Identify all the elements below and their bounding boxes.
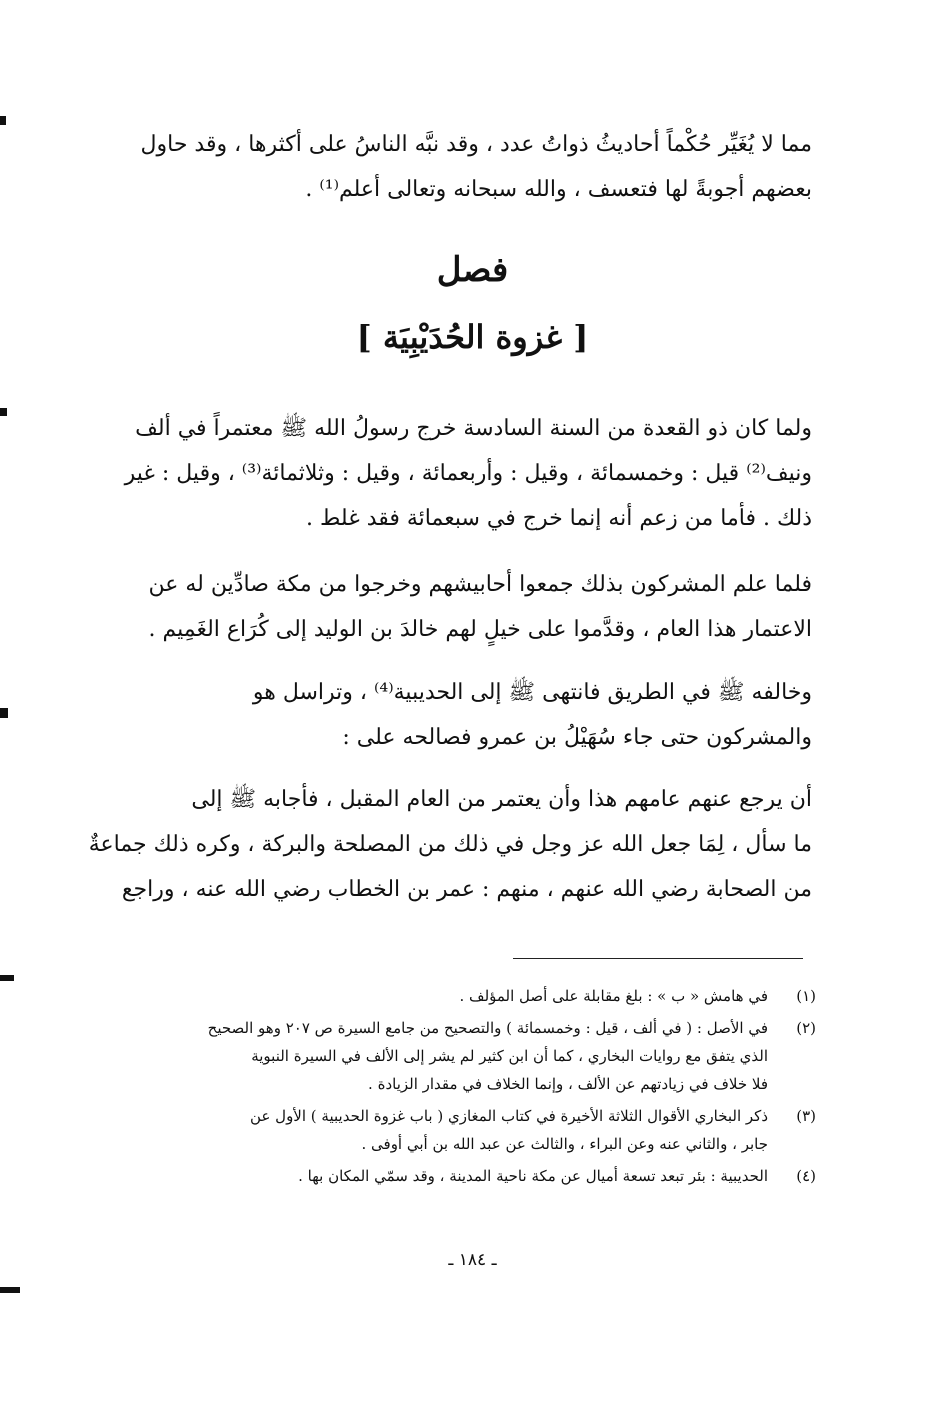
scan-edge-mark bbox=[0, 708, 8, 718]
footnote-line: ذكر البخاري الأقوال الثلاثة الأخيرة في كتاب المغازي ( باب غزوة الحديبية ) الأول عن bbox=[250, 1107, 768, 1125]
text-line: والمشركون حتى جاء سُهَيْلُ بن عمرو فصالحه على : bbox=[342, 725, 812, 750]
footnote-line: الذي يتفق مع روايات البخاري ، كما أن ابن كثير لم يشر إلى الألف في السيرة النبوية bbox=[251, 1047, 768, 1065]
footnote bbox=[108, 982, 816, 1010]
text-line: ما سأل ، لِمَا جعل الله عز وجل في ذلك من المصلحة والبركة ، وكره ذلك جماعةٌ bbox=[88, 832, 812, 857]
scan-edge-mark bbox=[0, 1287, 20, 1293]
scan-edge-mark bbox=[0, 975, 14, 981]
text-line: بعضهم أجوبةً لها فتعسف ، والله سبحانه وتعالى أعلم⁽¹⁾ . bbox=[305, 177, 812, 202]
text-line: فلما علم المشركون بذلك جمعوا أحابيشهم وخرجوا من مكة صادِّين له عن bbox=[148, 572, 812, 597]
text-line: وخالفه ﷺ في الطريق فانتهى ﷺ إلى الحديبية⁽⁴⁾ ، وتراسل هو bbox=[252, 680, 812, 705]
footnote bbox=[108, 1162, 816, 1190]
footnote bbox=[108, 1102, 816, 1158]
footnotes bbox=[108, 982, 816, 1190]
footnote-line: في الأصل : ( في ألف ، قيل : وخمسمائة ) والتصحيح من جامع السيرة ص ٢٠٧ وهو الصحيح bbox=[207, 1019, 768, 1037]
body-paragraph bbox=[100, 406, 812, 541]
page-number: ـ ١٨٤ ـ bbox=[448, 1250, 497, 1270]
scan-edge-mark bbox=[0, 408, 7, 416]
scan-edge-mark bbox=[0, 116, 6, 125]
footnote bbox=[108, 1014, 816, 1098]
body-paragraph bbox=[100, 562, 812, 652]
footnote-line: في هامش « ب » : بلغ مقابلة على أصل المؤلف . bbox=[459, 987, 768, 1005]
chapter-title: فصل bbox=[436, 250, 509, 290]
footnote-divider bbox=[513, 958, 803, 959]
footnote-number: (٤) bbox=[796, 1167, 816, 1185]
footnote-line: جابر ، والثاني عنه وعن البراء ، والثالث عن عبد الله بن أبي أوفى . bbox=[361, 1135, 768, 1153]
text-line: الاعتمار هذا العام ، وقدَّموا على خيلٍ لهم خالدَ بن الوليد إلى كُرَاع الغَمِيم . bbox=[148, 617, 812, 642]
footnote-number: (٢) bbox=[796, 1019, 816, 1037]
text-line: ولما كان ذو القعدة من السنة السادسة خرج رسولُ الله ﷺ معتمراً في ألف bbox=[135, 416, 812, 441]
text-line: أن يرجع عنهم عامهم هذا وأن يعتمر من العام المقبل ، فأجابه ﷺ إلى bbox=[191, 787, 812, 812]
footnote-number: (١) bbox=[796, 987, 816, 1005]
text-line: ذلك . فأما من زعم أنه إنما خرج في سبعمائة فقد غلط . bbox=[306, 506, 812, 531]
intro-paragraph bbox=[100, 122, 812, 212]
footnote-number: (٣) bbox=[796, 1107, 816, 1125]
text-line: من الصحابة رضي الله عنهم ، منهم : عمر بن الخطاب رضي الله عنه ، وراجع bbox=[121, 877, 812, 902]
body-paragraph bbox=[88, 777, 812, 912]
body-paragraph bbox=[100, 670, 812, 760]
footnote-line: الحديبية : بئر تبعد تسعة أميال عن مكة ناحية المدينة ، وقد سمّي المكان بها . bbox=[298, 1167, 768, 1185]
chapter-subtitle: [ غزوة الحُدَيْبِيَة ] bbox=[356, 318, 589, 356]
text-line: مما لا يُغَيِّر حُكْماً أحاديثُ ذواتُ عدد ، وقد نبَّه الناسُ على أكثرها ، وقد حاول bbox=[140, 132, 812, 157]
text-line: ونيف⁽²⁾ قيل : وخمسمائة ، وقيل : وأربعمائة ، وقيل : وثلاثمائة⁽³⁾ ، وقيل : غير bbox=[124, 461, 812, 486]
footnote-line: فلا خلاف في زيادتهم عن الألف ، وإنما الخلاف في مقدار الزيادة . bbox=[368, 1075, 768, 1093]
